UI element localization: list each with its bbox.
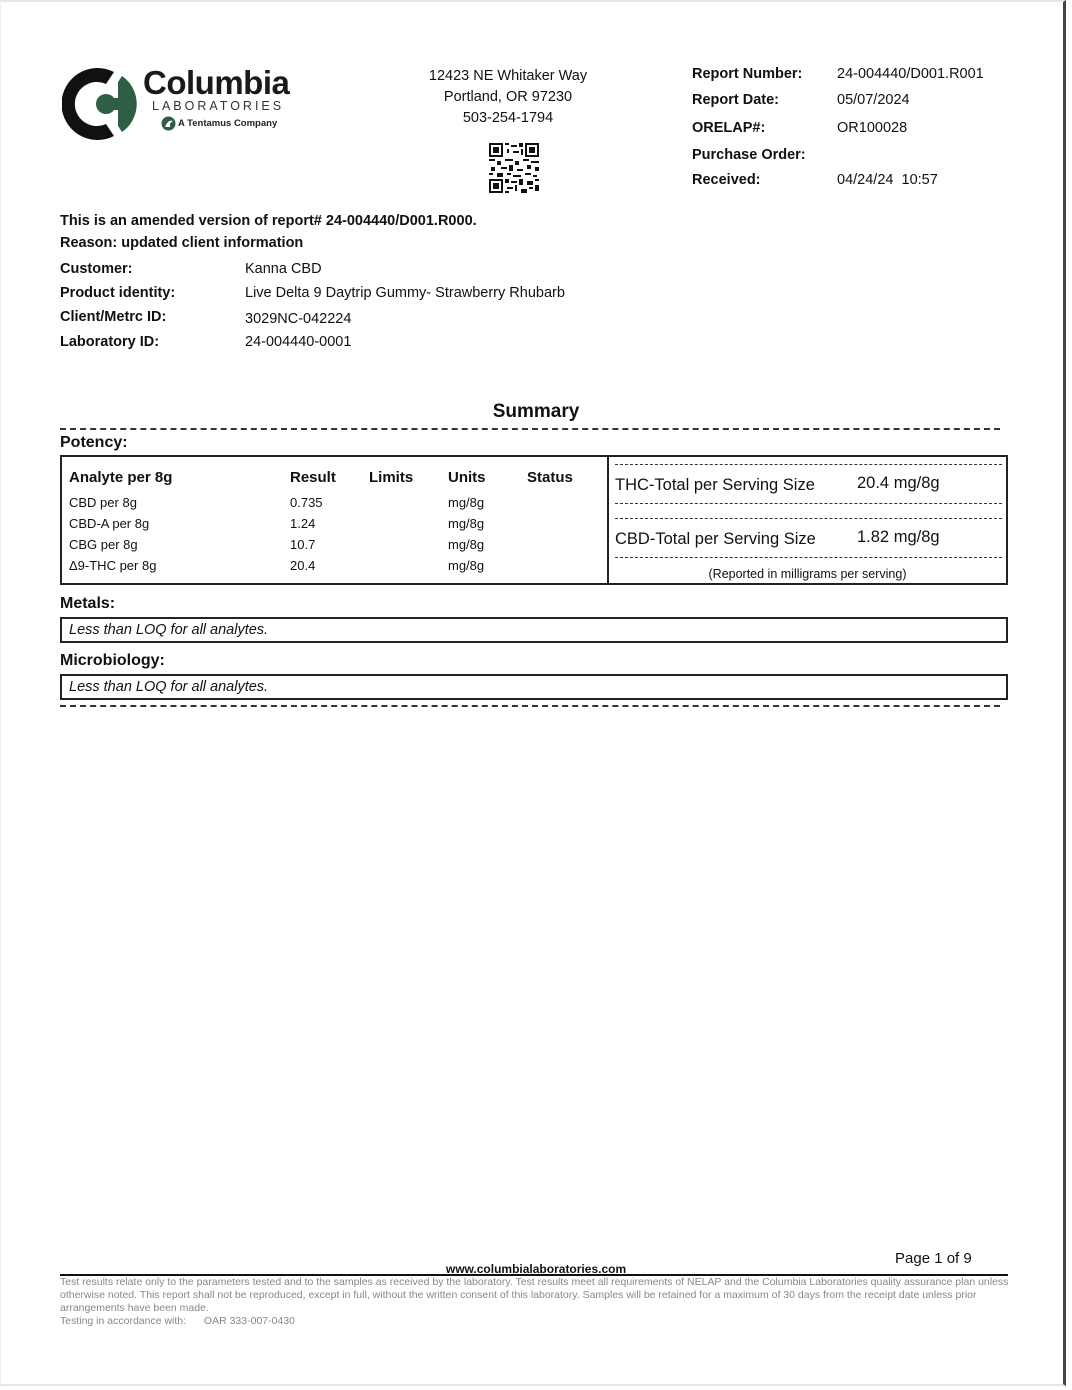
product-identity-row xyxy=(60,285,660,307)
microbiology-label: Microbiology: xyxy=(60,652,165,669)
cbd-total-value: 1.82 mg/8g xyxy=(857,528,940,546)
laboratory-id-label: Laboratory ID: xyxy=(60,334,160,350)
product-identity-value: Live Delta 9 Daytrip Gummy- Strawberry Rhubarb xyxy=(245,285,565,301)
analyte-cell: Δ9-THC per 8g xyxy=(69,558,157,573)
analyte-cell: CBD-A per 8g xyxy=(69,516,150,531)
metals-result: Less than LOQ for all analytes. xyxy=(60,617,1008,643)
logo-tagline: A Tentamus Company xyxy=(178,118,278,129)
serving-divider xyxy=(615,557,1002,558)
result-cell: 0.735 xyxy=(290,495,323,510)
testing-value: OAR 333-007-0430 xyxy=(203,1315,295,1327)
logo-wordmark: Columbia xyxy=(143,64,290,101)
header-units: Units xyxy=(448,469,486,486)
customer-row xyxy=(60,261,660,283)
potency-label: Potency: xyxy=(60,434,128,451)
client-metrc-label: Client/Metrc ID: xyxy=(60,309,167,325)
address-city: Portland, OR 97230 xyxy=(443,89,573,105)
page-number: Page 1 of 9 xyxy=(895,1250,972,1267)
thc-total-value: 20.4 mg/8g xyxy=(857,474,940,492)
orelap-label: ORELAP#: xyxy=(692,120,766,136)
cbd-total-label: CBD-Total per Serving Size xyxy=(615,530,816,548)
laboratory-id-row xyxy=(60,334,660,356)
orelap-row xyxy=(692,120,1022,140)
footer-url[interactable]: www.columbialaboratories.com xyxy=(445,1262,627,1276)
qr-code-icon xyxy=(489,143,539,193)
testing-line xyxy=(60,1315,1010,1328)
lab-address xyxy=(405,66,611,129)
received-label: Received: xyxy=(692,172,761,188)
client-metrc-row xyxy=(60,309,660,331)
disclaimer-text: Test results relate only to the parameters tested and to the samples as received by the laboratory. Test results meet all requirements of NELAP and the Columbia Laboratories quality assurance plan unless otherwise noted. This report shall not be reproduced, except in full, without the written consent of this laboratory. Samples will be retained for a maximum of 30 days from the receipt date unless prior arrangements have been made. xyxy=(60,1276,1009,1314)
laboratory-id-value: 24-004440-0001 xyxy=(245,334,352,350)
result-cell: 10.7 xyxy=(290,537,316,552)
summary-bottom-divider xyxy=(60,705,1000,707)
product-identity-label: Product identity: xyxy=(60,285,176,301)
report-number-value: 24-004440/D001.R001 xyxy=(837,66,984,82)
report-date-row xyxy=(692,92,1022,112)
amendment-reason: Reason: updated client information xyxy=(60,235,304,251)
purchase-order-label: Purchase Order: xyxy=(692,147,806,163)
header-analyte: Analyte per 8g xyxy=(69,469,173,486)
serving-divider xyxy=(615,503,1002,504)
client-metrc-value: 3029NC-042224 xyxy=(245,311,352,327)
customer-value: Kanna CBD xyxy=(245,261,322,277)
amendment-notice xyxy=(60,210,477,254)
potency-divider xyxy=(607,457,609,583)
report-date-value: 05/07/2024 xyxy=(837,92,910,108)
units-cell: mg/8g xyxy=(448,516,485,531)
result-cell: 1.24 xyxy=(290,516,316,531)
serving-divider xyxy=(615,464,1002,465)
received-value: 04/24/24 10:57 xyxy=(837,172,938,188)
header-limits: Limits xyxy=(369,469,414,486)
amendment-text: This is an amended version of report# 24-004440/D001.R000. xyxy=(60,213,477,229)
purchase-order-row xyxy=(692,147,1022,167)
address-phone: 503-254-1794 xyxy=(462,110,554,126)
footer-disclaimer xyxy=(60,1276,1010,1328)
report-number-label: Report Number: xyxy=(692,66,803,82)
analyte-cell: CBG per 8g xyxy=(69,537,138,552)
summary-top-divider xyxy=(60,428,1000,430)
testing-label: Testing in accordance with: xyxy=(60,1315,187,1327)
potency-table xyxy=(60,455,1008,585)
header-status: Status xyxy=(527,469,573,486)
serving-divider xyxy=(615,518,1002,519)
result-cell: 20.4 xyxy=(290,558,316,573)
tentamus-icon xyxy=(161,116,176,131)
customer-label: Customer: xyxy=(60,261,133,277)
analyte-cell: CBD per 8g xyxy=(69,495,137,510)
serving-note: (Reported in milligrams per serving) xyxy=(708,567,907,581)
summary-title: Summary xyxy=(492,401,580,422)
header-result: Result xyxy=(290,469,336,486)
metals-label: Metals: xyxy=(60,595,116,612)
report-date-label: Report Date: xyxy=(692,92,780,108)
units-cell: mg/8g xyxy=(448,537,485,552)
thc-total-label: THC-Total per Serving Size xyxy=(615,476,815,494)
address-street: 12423 NE Whitaker Way xyxy=(428,68,588,84)
units-cell: mg/8g xyxy=(448,495,485,510)
units-cell: mg/8g xyxy=(448,558,485,573)
report-number-row xyxy=(692,66,1022,86)
logo-subtitle: LABORATORIES xyxy=(152,99,285,113)
received-row xyxy=(692,172,1022,192)
microbiology-result: Less than LOQ for all analytes. xyxy=(60,674,1008,700)
orelap-value: OR100028 xyxy=(837,120,908,136)
